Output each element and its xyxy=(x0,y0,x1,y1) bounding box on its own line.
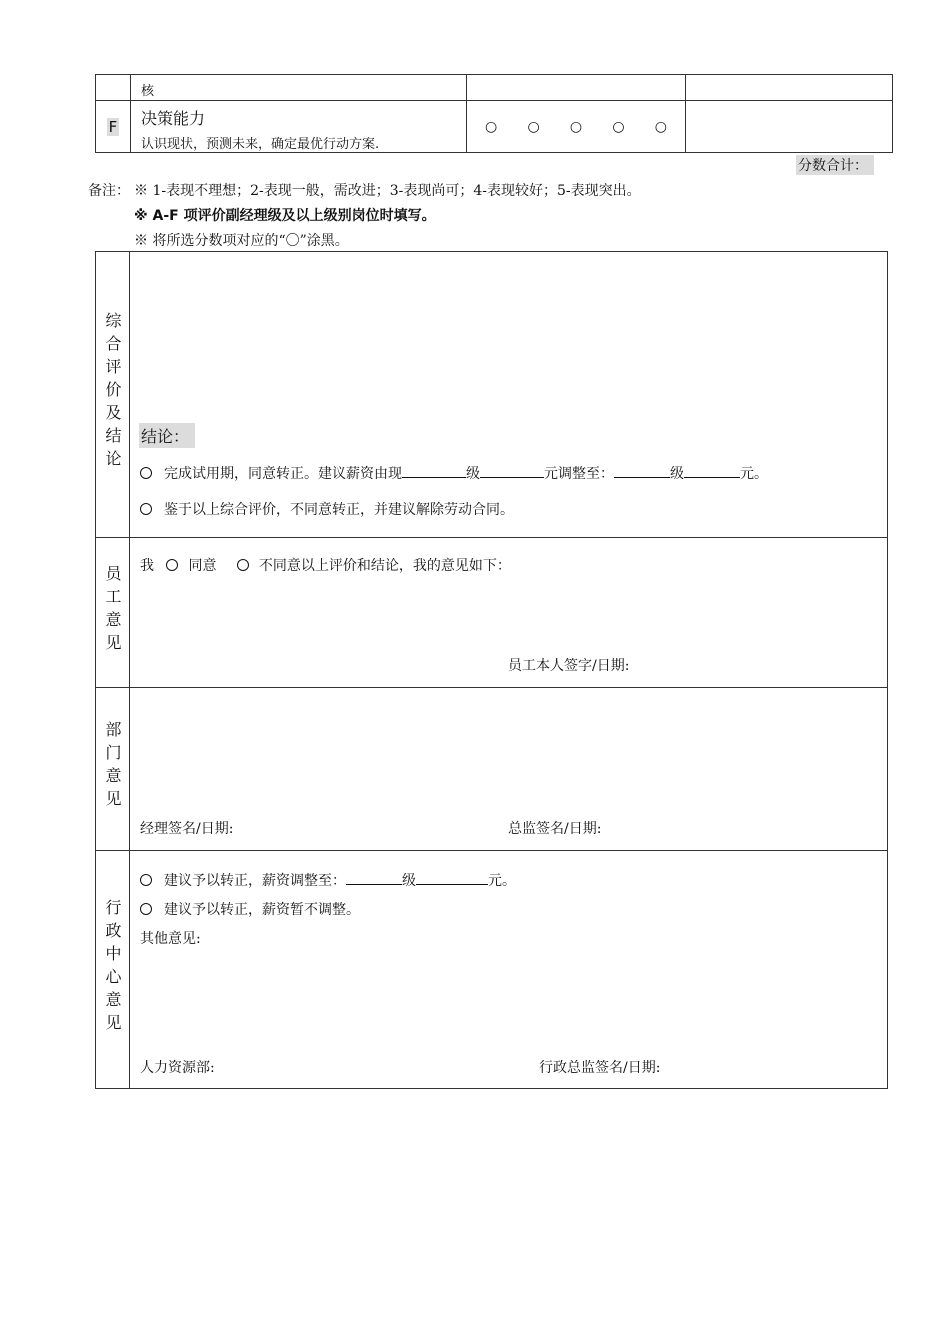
approve-text-a: 完成试用期，同意转正。建议薪资由现 xyxy=(164,466,402,482)
agree-radio-icon[interactable] xyxy=(166,559,178,571)
current-salary-blank[interactable] xyxy=(480,463,544,478)
notes-line-1: ※ 1-表现不理想；2-表现一般，需改进；3-表现尚可；4-表现较好；5-表现突出。 xyxy=(134,183,641,199)
adjust-grade-blank[interactable] xyxy=(346,870,402,885)
approve-radio-icon[interactable] xyxy=(140,467,152,479)
item-description-cell xyxy=(131,101,467,153)
code-cell-empty xyxy=(96,75,131,101)
item-description: 认识现状，预测未来，确定最优行动方案. xyxy=(141,137,380,152)
adjust-radio-icon[interactable] xyxy=(140,874,152,886)
approve-text-d: 级 xyxy=(670,466,684,482)
conclusion-label: 结论： xyxy=(139,423,195,448)
notes-line-3: ※ 将所选分数项对应的“〇”涂黑。 xyxy=(134,233,349,249)
approve-text-b: 级 xyxy=(466,466,480,482)
review-form-table xyxy=(95,251,888,1089)
no-adjust-text: 建议予以转正，薪资暂不调整。 xyxy=(164,902,360,918)
employee-signature-label: 员工本人签字/日期: xyxy=(508,658,630,674)
adjust-text-a: 建议予以转正，薪资调整至： xyxy=(164,873,346,889)
adjust-text-c: 元。 xyxy=(488,873,516,889)
disagree-text: 不同意以上评价和结论，我的意见如下： xyxy=(258,558,511,574)
new-grade-blank[interactable] xyxy=(614,463,670,478)
employee-opinion-line xyxy=(140,555,511,575)
remark-cell-empty xyxy=(686,75,893,101)
remark-cell xyxy=(686,101,893,153)
score-option-5[interactable]: ○ xyxy=(654,118,667,135)
conclusion-option-approve[interactable] xyxy=(140,463,768,483)
admin-label: 行政中心意见 xyxy=(103,898,122,1037)
other-opinion-label: 其他意见: xyxy=(140,931,201,947)
admin-option-no-adjust[interactable] xyxy=(140,899,360,919)
score-options-cell xyxy=(467,101,686,153)
score-option-3[interactable]: ○ xyxy=(569,118,583,135)
admin-label-cell xyxy=(96,851,130,1089)
no-adjust-radio-icon[interactable] xyxy=(140,903,152,915)
new-salary-blank[interactable] xyxy=(684,463,740,478)
approve-text-e: 元。 xyxy=(740,466,768,482)
approve-text-c: 元调整至： xyxy=(544,466,614,482)
evaluation-content-cell xyxy=(130,252,888,538)
reject-text: 鉴于以上综合评价，不同意转正，并建议解除劳动合同。 xyxy=(164,502,514,518)
employee-label-cell xyxy=(96,538,130,688)
manager-signature-label: 经理签名/日期: xyxy=(140,821,234,837)
adjust-salary-blank[interactable] xyxy=(416,870,488,885)
item-continuation-text: 核 xyxy=(141,84,155,99)
evaluation-label-cell xyxy=(96,252,130,538)
agree-text: 同意 xyxy=(188,558,217,574)
score-cell-empty xyxy=(467,75,686,101)
item-code-cell xyxy=(96,101,131,153)
score-option-4[interactable]: ○ xyxy=(612,118,625,135)
item-continuation-cell xyxy=(131,75,467,101)
score-option-1[interactable]: ○ xyxy=(485,118,498,135)
current-grade-blank[interactable] xyxy=(402,463,466,478)
department-label-cell xyxy=(96,688,130,851)
notes-line-2: ※ A-F 项评价副经理级及以上级别岗位时填写。 xyxy=(134,208,436,224)
employee-content-cell xyxy=(130,538,888,688)
score-total-label: 分数合计： xyxy=(796,155,874,175)
reject-radio-icon[interactable] xyxy=(140,503,152,515)
employee-prefix: 我 xyxy=(140,558,154,574)
admin-content-cell xyxy=(130,851,888,1089)
conclusion-option-reject[interactable] xyxy=(140,499,514,519)
evaluation-label: 综合评价及结论 xyxy=(103,312,122,473)
department-content-cell xyxy=(130,688,888,851)
employee-label: 员工意见 xyxy=(103,564,122,657)
item-code: F xyxy=(108,117,118,136)
admin-director-signature-label: 行政总监签名/日期: xyxy=(539,1060,661,1076)
score-table xyxy=(95,74,893,153)
disagree-radio-icon[interactable] xyxy=(237,559,249,571)
department-label: 部门意见 xyxy=(103,721,122,813)
score-option-2[interactable]: ○ xyxy=(527,118,540,135)
hr-department-label: 人力资源部: xyxy=(140,1060,215,1076)
notes-label: 备注： xyxy=(88,183,130,199)
adjust-text-b: 级 xyxy=(402,873,416,889)
admin-option-adjust[interactable] xyxy=(140,870,516,890)
item-title: 决策能力 xyxy=(141,109,206,128)
director-signature-label: 总监签名/日期: xyxy=(508,821,602,837)
